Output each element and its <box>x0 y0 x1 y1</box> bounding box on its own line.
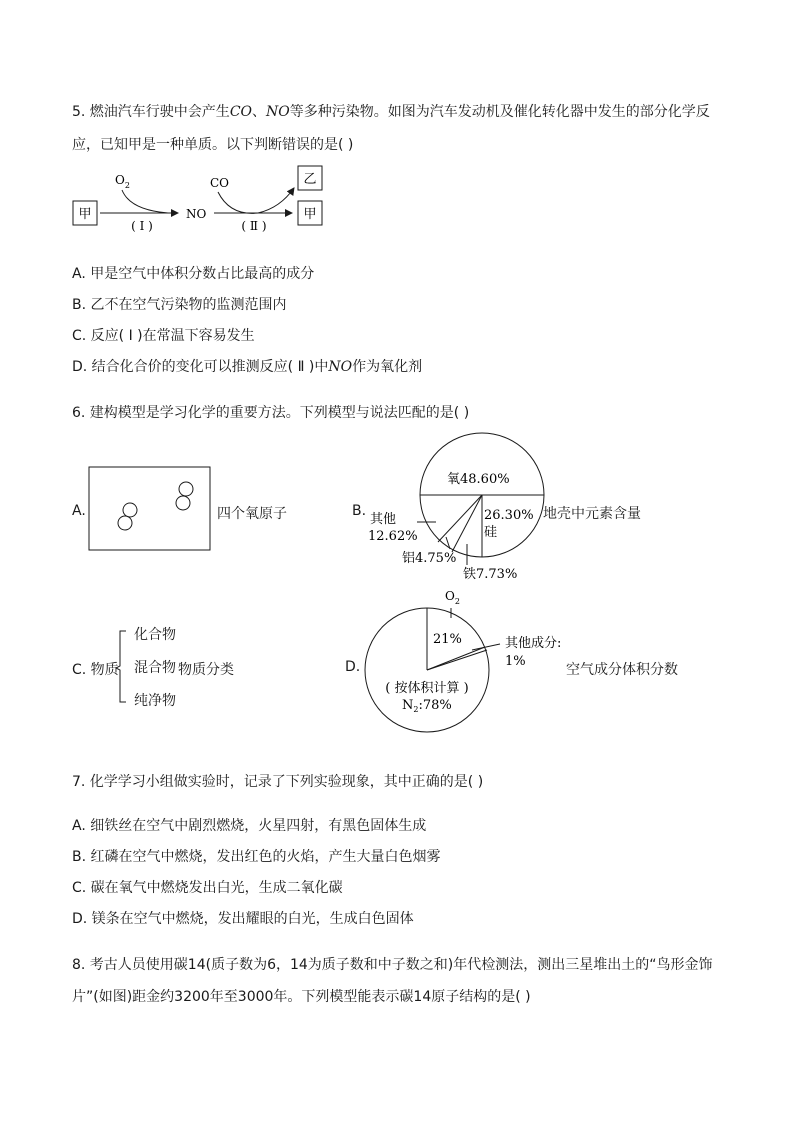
pie-label-other: 其他 <box>370 512 397 527</box>
q6-option-b-letter[interactable]: B. <box>352 503 367 519</box>
q6-d-air-pie <box>360 588 590 738</box>
pie-label-n2: $N_2:78\%$ <box>402 698 452 714</box>
oxygen-atom <box>176 496 190 510</box>
q5-reaction-diagram <box>70 160 340 240</box>
pie-divider-other-2 <box>427 650 487 670</box>
q5-stem-line1: 5. 燃油汽车行驶中会产生CO、NO等多种污染物。如图为汽车发动机及催化转化器中发生的部分化学反 <box>72 104 710 120</box>
pie-label-silicon-pct: 26.30% <box>484 508 534 523</box>
q8-stem-line1: 8. 考古人员使用碳14(质子数为6，14为质子数和中子数之和)年代检测法，测出三星堆出土的“鸟形金饰 <box>72 957 713 973</box>
q6-stem: 6. 建构模型是学习化学的重要方法。下列模型与说法匹配的是( ) <box>72 405 470 421</box>
q6-c-compound: 化合物 <box>134 627 176 643</box>
q6-c-bracket <box>116 628 128 708</box>
pie-label-o2-pct: 21% <box>433 632 462 647</box>
q7-option-d[interactable]: D. 镁条在空气中燃烧，发出耀眼的白光，生成白色固体 <box>72 911 414 927</box>
q5-stem-line2: 应，已知甲是一种单质。以下判断错误的是( ) <box>72 137 354 153</box>
q5-option-b[interactable]: B. 乙不在空气污染物的监测范围内 <box>72 297 287 313</box>
pie-label-other-pct: 1% <box>505 654 526 669</box>
q5-formula-co: CO <box>229 104 253 120</box>
pie-label-oxygen: 氧48.60% <box>447 472 510 487</box>
no-label: NO <box>186 207 207 221</box>
leader-other <box>472 644 500 650</box>
pie-divider-iron <box>452 495 482 552</box>
q5-option-d[interactable]: D. 结合化合价的变化可以推测反应( Ⅱ )中NO作为氧化剂 <box>72 359 423 375</box>
q6-b-caption: 地壳中元素含量 <box>543 506 641 522</box>
q6-c-mixture: 混合物 <box>134 660 176 676</box>
box-jia-text: 甲 <box>78 207 92 222</box>
pie-divider-other-1 <box>427 647 485 670</box>
step1-label: ( Ⅰ ) <box>131 219 153 233</box>
pie-label-o2: $O_2$ <box>445 589 460 606</box>
q7-option-c[interactable]: C. 碳在氧气中燃烧发出白光，生成二氧化碳 <box>72 880 343 896</box>
q6-a-oxygen-model <box>88 466 212 552</box>
q6-a-caption: 四个氧原子 <box>217 506 287 522</box>
arrow-step2-curve <box>218 188 294 213</box>
q5-option-c[interactable]: C. 反应( Ⅰ )在常温下容易发生 <box>72 328 255 344</box>
q6-option-c-letter[interactable]: C. 物质 <box>72 662 119 678</box>
oxygen-atom <box>179 482 193 496</box>
step2-label: ( Ⅱ ) <box>241 219 267 233</box>
co-label: CO <box>210 176 230 190</box>
q6-c-pure: 纯净物 <box>134 693 176 709</box>
arrow-step1-curve <box>122 190 168 213</box>
q6-b-crust-pie <box>360 425 560 585</box>
pie-divider-aluminum <box>438 495 482 542</box>
box-jia2-text: 甲 <box>303 207 317 222</box>
pie-label-iron: 铁7.73% <box>463 567 518 582</box>
q5-option-a[interactable]: A. 甲是空气中体积分数占比最高的成分 <box>72 266 315 282</box>
oxygen-atom <box>118 516 132 530</box>
q6-c-classify: 物质分类 <box>178 662 234 678</box>
pie-label-basis: ( 按体积计算 ) <box>385 681 469 696</box>
pie-label-aluminum: 铝4.75% <box>402 551 457 566</box>
q5-formula-no: NO <box>266 104 290 120</box>
q6-d-caption: 空气成分体积分数 <box>566 662 678 678</box>
q7-option-b[interactable]: B. 红磷在空气中燃烧，发出红色的火焰，产生大量白色烟雾 <box>72 849 441 865</box>
q6-option-d-letter[interactable]: D. <box>345 659 361 675</box>
pie-label-other-pct: 12.62% <box>368 529 418 544</box>
q8-stem-line2: 片”(如图)距金约3200年至3000年。下列模型能表示碳14原子结构的是( ) <box>72 989 531 1005</box>
q6-option-a-letter[interactable]: A. <box>72 503 86 519</box>
oxygen-atom <box>123 503 137 517</box>
pie-label-silicon: 硅 <box>484 525 498 540</box>
model-box <box>89 467 210 550</box>
pie-label-other: 其他成分: <box>505 636 562 651</box>
box-yi-text: 乙 <box>303 172 317 187</box>
q7-stem: 7. 化学学习小组做实验时，记录了下列实验现象，其中正确的是( ) <box>72 774 484 790</box>
q7-option-a[interactable]: A. 细铁丝在空气中剧烈燃烧，火星四射，有黑色固体生成 <box>72 818 427 834</box>
o2-label: $O_2$ <box>115 173 130 190</box>
